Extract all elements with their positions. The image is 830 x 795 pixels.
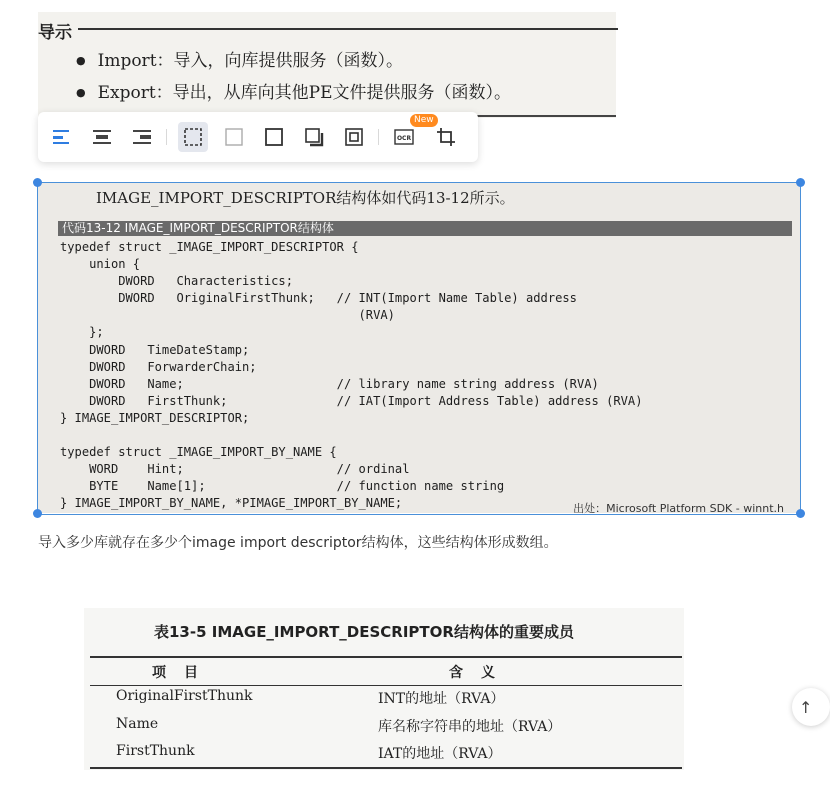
code-listing: typedef struct _IMAGE_IMPORT_DESCRIPTOR { union { DWORD Characteristics; DWORD OriginalFirstThunk; // INT(Import Name Table) address (RVA) }; DWORD TimeDateStamp; DWORD ForwarderChain; DWORD Name; // library name string address (RVA) DWORD FirstThunk; // IAT(Import Address Table) address (RVA) } IMAGE_IMPORT_DESCRIPTOR; typedef struct _IMAGE_IMPORT_BY_NAME { WORD Hint; // ordinal BYTE Name[1]; // function name string } IMAGE_IMPORT_BY_NAME, *PIMAGE_IMPORT_BY_NAME; (60, 240, 643, 511)
arrow-up-icon: ↑ (799, 697, 813, 717)
code-source-note: 出处：Microsoft Platform SDK - winnt.h (573, 502, 784, 515)
table-top-rule (90, 656, 682, 658)
table-cell-meaning: 库名称字符串的地址（RVA） (378, 719, 562, 735)
table-image[interactable] (84, 608, 684, 770)
frame-border-icon[interactable] (262, 125, 286, 149)
code-intro-text: IMAGE_IMPORT_DESCRIPTOR结构体如代码13-12所示。 (96, 189, 515, 207)
resize-handle-top-right[interactable] (796, 178, 805, 187)
resize-handle-bottom-left[interactable] (33, 509, 42, 518)
scanned-page-fragment (38, 12, 616, 118)
section-heading: 导示 (38, 23, 72, 43)
toolbar-separator (166, 129, 167, 145)
heading-rule (78, 28, 618, 30)
table-cell-meaning: INT的地址（RVA） (378, 691, 505, 707)
align-center-icon[interactable] (90, 125, 114, 149)
table-cell-meaning: IAT的地址（RVA） (378, 746, 502, 762)
paragraph-caption: 导入多少库就存在多少个image import descriptor结构体，这些结构体形成数组。 (38, 535, 558, 551)
scroll-to-top-button[interactable] (792, 688, 830, 726)
image-toolbar (38, 112, 478, 162)
table-title: 表13-5 IMAGE_IMPORT_DESCRIPTOR结构体的重要成员 (154, 623, 574, 641)
bullet-import: ● Import：导入，向库提供服务（函数）。 (76, 46, 403, 71)
table-header-meaning: 含义 (449, 665, 513, 681)
table-bottom-rule (90, 767, 682, 769)
frame-shadow-icon[interactable] (302, 125, 326, 149)
ocr-icon[interactable] (392, 125, 416, 149)
table-header-item: 项目 (152, 665, 216, 681)
align-left-icon[interactable] (50, 125, 74, 149)
resize-handle-top-left[interactable] (33, 178, 42, 187)
toolbar-separator (378, 129, 379, 145)
resize-handle-bottom-right[interactable] (796, 509, 805, 518)
table-cell-field: Name (116, 716, 159, 732)
new-badge: New (410, 114, 438, 127)
table-cell-field: OriginalFirstThunk (116, 688, 253, 704)
bullet-export: ● Export：导出，从库向其他PE文件提供服务（函数）。 (76, 78, 511, 103)
frame-none-icon[interactable] (222, 125, 246, 149)
table-header-rule (90, 685, 682, 686)
ocr-label: OCR (396, 135, 412, 142)
selection-border (37, 182, 801, 515)
frame-inset-icon[interactable] (342, 125, 366, 149)
crop-icon[interactable] (434, 125, 458, 149)
table-cell-field: FirstThunk (116, 743, 195, 759)
align-right-icon[interactable] (130, 125, 154, 149)
code-listing-title: 代码13-12 IMAGE_IMPORT_DESCRIPTOR结构体 (58, 221, 792, 236)
crop-dashed-icon[interactable] (178, 122, 208, 152)
